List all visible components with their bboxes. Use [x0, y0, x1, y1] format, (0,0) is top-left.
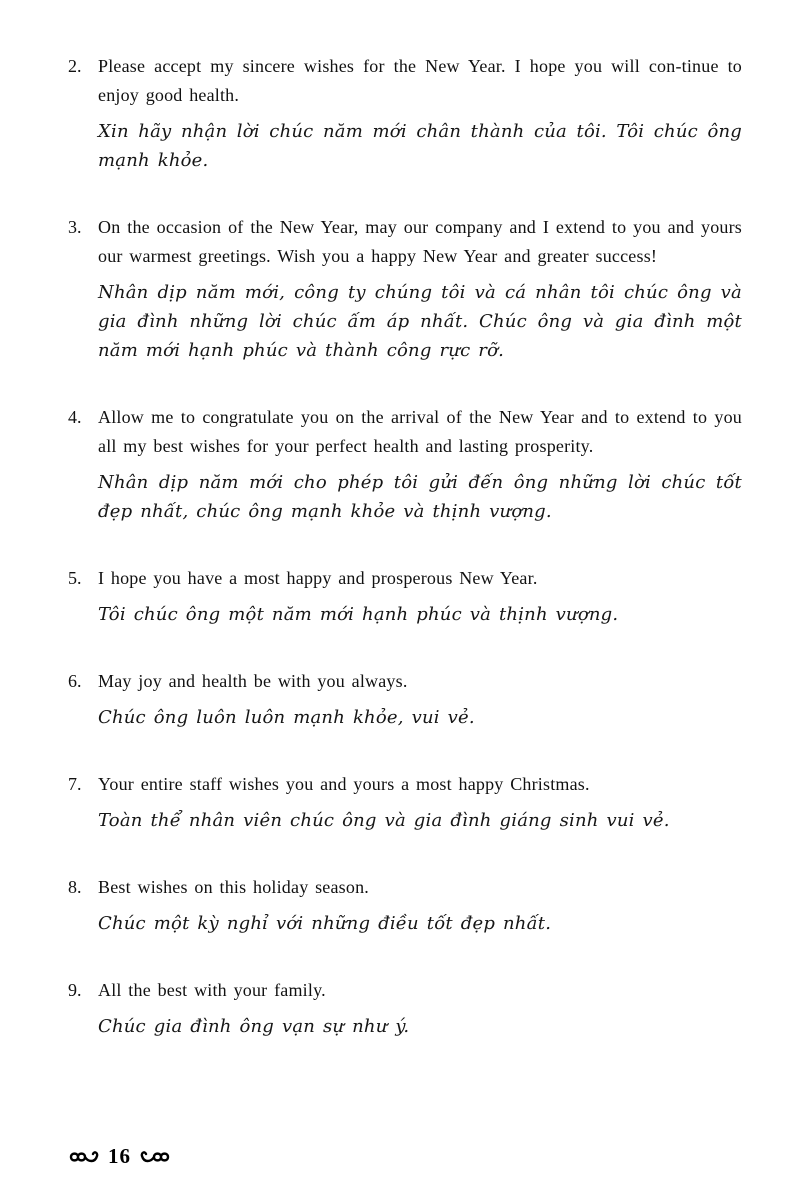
item-body [98, 213, 742, 365]
item-english-text: Please accept my sincere wishes for the New Year. I hope you will con-tinue to enjoy good health. [98, 56, 742, 105]
item-body [98, 667, 742, 732]
phrase-list [68, 52, 742, 1041]
item-english-text: All the best with your family. [98, 980, 326, 1000]
list-item [68, 52, 742, 175]
list-item [68, 564, 742, 629]
item-number: 2. [68, 56, 82, 76]
list-item [68, 873, 742, 938]
item-number: 7. [68, 774, 82, 794]
list-item [68, 770, 742, 835]
item-body [98, 52, 742, 175]
item-body [98, 403, 742, 526]
item-vietnamese-text: Chúc gia đình ông vạn sự như ý. [98, 1016, 410, 1037]
item-number: 9. [68, 980, 82, 1000]
item-vietnamese-text: Chúc một kỳ nghỉ với những điều tốt đẹp nhất. [98, 913, 552, 934]
item-vietnamese-text: Nhân dịp năm mới, công ty chúng tôi và cá nhân tôi chúc ông và gia đình những lời chúc ấm áp nhất. Chúc ông và gia đình một năm mới hạnh phúc và thành công rực rỡ. [98, 282, 742, 361]
item-english-text: On the occasion of the New Year, may our company and I extend to you and yours our warmest greetings. Wish you a happy New Year and greater success! [98, 217, 742, 266]
item-body [98, 873, 742, 938]
item-body [98, 564, 742, 629]
list-item [68, 403, 742, 526]
item-english-text: I hope you have a most happy and prosperous New Year. [98, 568, 538, 588]
list-item [68, 976, 742, 1041]
list-item [68, 213, 742, 365]
item-body [98, 770, 742, 835]
item-english-text: Allow me to congratulate you on the arrival of the New Year and to extend to you all my best wishes for your perfect health and lasting prosperity. [98, 407, 742, 456]
item-number: 8. [68, 877, 82, 897]
item-english-text: Best wishes on this holiday season. [98, 877, 369, 897]
item-vietnamese-text: Xin hãy nhận lời chúc năm mới chân thành của tôi. Tôi chúc ông mạnh khỏe. [98, 121, 742, 171]
item-number: 3. [68, 217, 82, 237]
item-number: 5. [68, 568, 82, 588]
item-vietnamese-text: Tôi chúc ông một năm mới hạnh phúc và thịnh vượng. [98, 604, 619, 625]
item-english-text: Your entire staff wishes you and yours a most happy Christmas. [98, 774, 590, 794]
item-number: 6. [68, 671, 82, 691]
page-number: 16 [108, 1144, 131, 1168]
item-vietnamese-text: Nhân dịp năm mới cho phép tôi gửi đến ông những lời chúc tốt đẹp nhất, chúc ông mạnh khỏe và thịnh vượng. [98, 472, 742, 522]
scroll-ornament-left-icon [66, 1148, 100, 1166]
item-number: 4. [68, 407, 82, 427]
page-footer [66, 1146, 173, 1167]
item-english-text: May joy and health be with you always. [98, 671, 408, 691]
item-vietnamese-text: Chúc ông luôn luôn mạnh khỏe, vui vẻ. [98, 707, 475, 728]
item-vietnamese-text: Toàn thể nhân viên chúc ông và gia đình giáng sinh vui vẻ. [98, 810, 670, 831]
item-body [98, 976, 742, 1041]
list-item [68, 667, 742, 732]
scroll-ornament-right-icon [139, 1148, 173, 1166]
